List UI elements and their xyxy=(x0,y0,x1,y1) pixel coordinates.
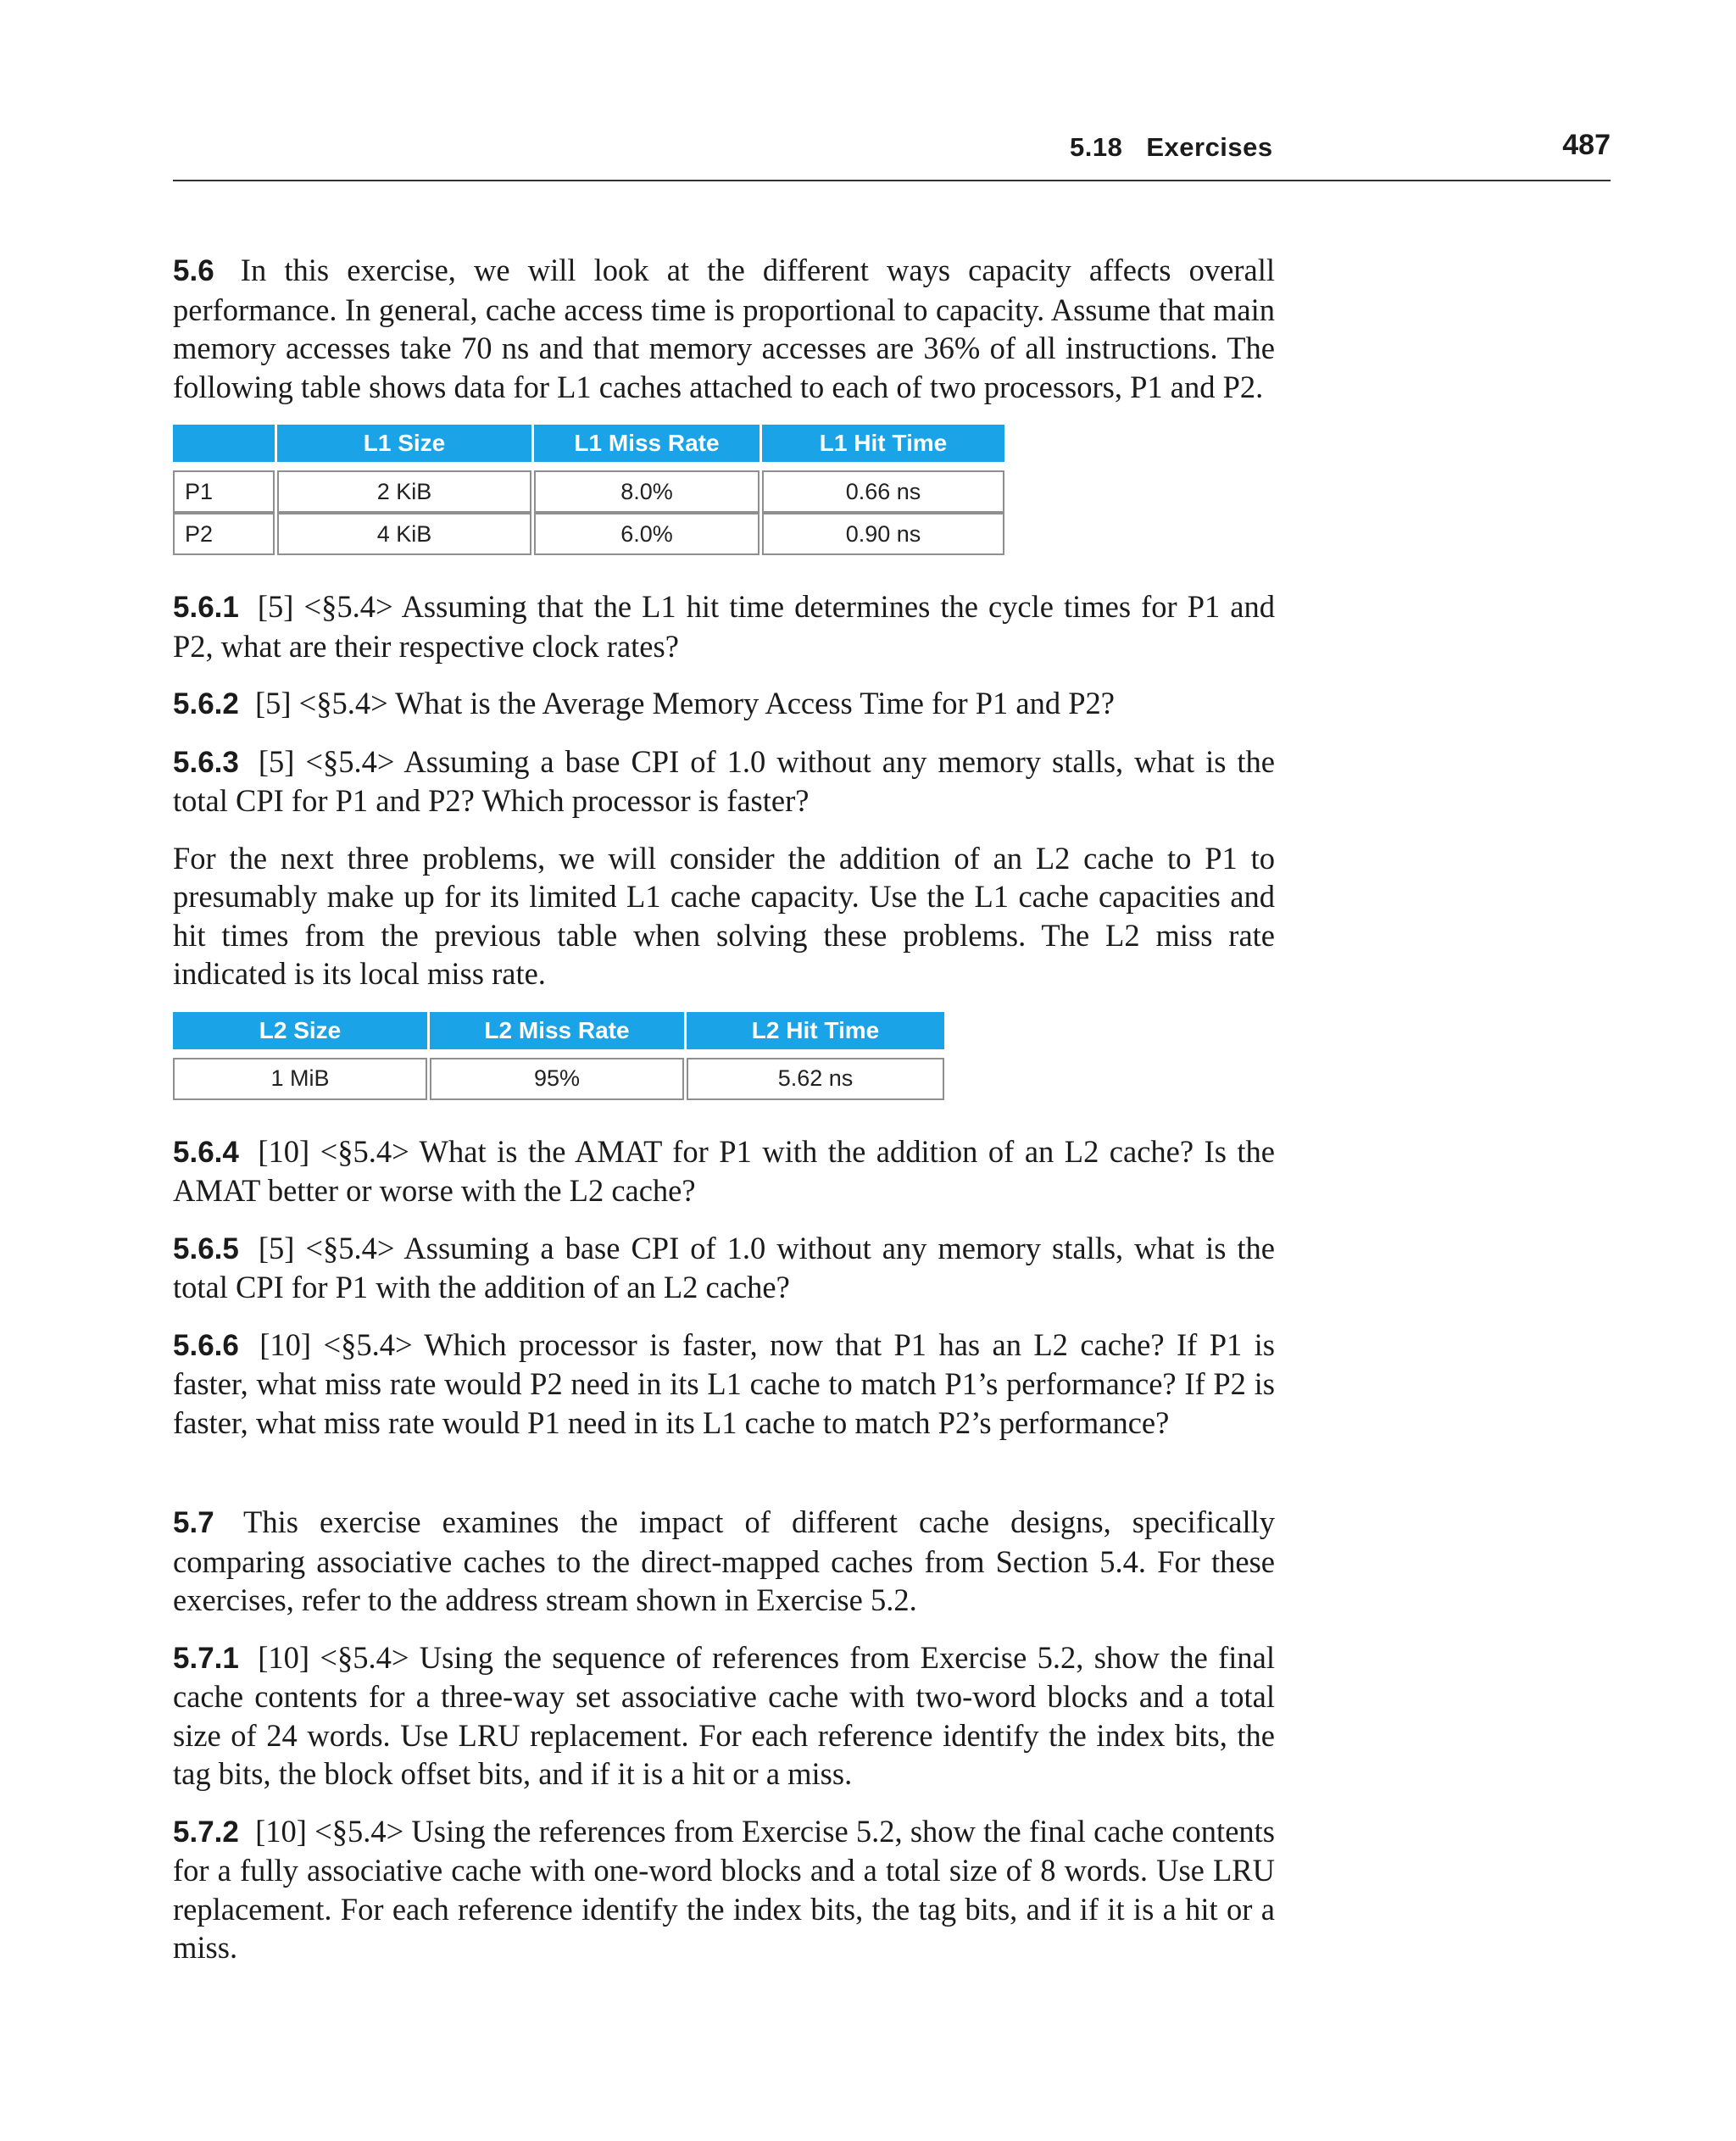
exercise-text: This exercise examines the impact of different cache designs, specifically comparing associative caches to the direct-mapped caches from Section 5.4. For these exercises, refer to the address stream shown in Exercise 5.2. xyxy=(173,1504,1275,1617)
table-cell: 0.66 ns xyxy=(762,470,1004,513)
column-header: L2 Hit Time xyxy=(687,1012,944,1049)
column-header: L1 Miss Rate xyxy=(534,425,760,462)
table-cell: 8.0% xyxy=(534,470,760,513)
table-header-row xyxy=(173,425,1004,462)
table-cell: 5.62 ns xyxy=(687,1058,944,1100)
table-row xyxy=(173,470,1004,513)
l2-cache-table xyxy=(170,1012,947,1100)
column-header: L1 Size xyxy=(277,425,531,462)
running-header xyxy=(173,129,1611,181)
question-number: 5.6.2 xyxy=(173,687,239,720)
question-number: 5.6.6 xyxy=(173,1328,239,1362)
question-5-7-2 xyxy=(173,1812,1275,1967)
question-number: 5.6.5 xyxy=(173,1232,239,1265)
question-5-6-4 xyxy=(173,1132,1275,1210)
question-5-6-1 xyxy=(173,587,1275,665)
question-number: 5.6.4 xyxy=(173,1135,239,1169)
table-cell: P1 xyxy=(173,470,275,513)
table-cell: 2 KiB xyxy=(277,470,531,513)
question-number: 5.7.2 xyxy=(173,1815,239,1849)
exercise-5-6 xyxy=(173,251,1275,406)
question-text: [10] <§5.4> What is the AMAT for P1 with the addition of an L2 cache? Is the AMAT better or worse with the L2 cache? xyxy=(173,1133,1275,1208)
table-row xyxy=(173,1058,944,1100)
exercise-text: In this exercise, we will look at the different ways capacity affects overall performance. In general, cache access time is proportional to capacity. Assume that main memory accesses take 70 ns and that memory accesses are 36% of all instructions. The following table shows data for L1 caches attached to each of two processors, P1 and P2. xyxy=(173,253,1275,404)
question-5-6-6 xyxy=(173,1326,1275,1443)
column-header: L1 Hit Time xyxy=(762,425,1004,462)
page-number: 487 xyxy=(1562,129,1611,161)
question-text: [5] <§5.4> Assuming that the L1 hit time determines the cycle times for P1 and P2, what are their respective clock rates? xyxy=(173,589,1275,664)
question-5-7-1 xyxy=(173,1638,1275,1793)
question-number: 5.6.3 xyxy=(173,745,239,779)
l1-cache-table xyxy=(170,425,1007,555)
table-cell: P2 xyxy=(173,513,275,555)
page-body xyxy=(173,251,1275,1967)
question-5-6-3 xyxy=(173,742,1275,820)
question-text: [5] <§5.4> Assuming a base CPI of 1.0 without any memory stalls, what is the total CPI for P1 with the addition of an L2 cache? xyxy=(173,1230,1276,1304)
table-cell: 4 KiB xyxy=(277,513,531,555)
section-title: Exercises xyxy=(1146,132,1273,162)
table-cell: 0.90 ns xyxy=(762,513,1004,555)
question-number: 5.6.1 xyxy=(173,591,239,624)
question-5-6-5 xyxy=(173,1229,1275,1307)
table-cell: 6.0% xyxy=(534,513,760,555)
question-text: [10] <§5.4> Using the sequence of references from Exercise 5.2, show the final cache contents for a three-way set associative cache with two-word blocks and a total size of 24 words. Use LRU replacement. For each reference identify the index bits, the tag bits, the block offset bits, and if it is a hit or a miss. xyxy=(173,1639,1276,1791)
section-heading xyxy=(1070,132,1273,163)
question-text: [10] <§5.4> Which processor is faster, now that P1 has an L2 cache? If P1 is faster, what miss rate would P2 need in its L1 cache to match P1’s performance? If P2 is faster, what miss rate would P1 need in its L1 cache to match P2’s performance? xyxy=(173,1326,1275,1440)
column-header: L2 Miss Rate xyxy=(430,1012,684,1049)
section-number: 5.18 xyxy=(1070,132,1123,162)
question-text: [10] <§5.4> Using the references from Exercise 5.2, show the final cache contents for a fully associative cache with one-word blocks and a total size of 8 words. Use LRU replacement. For each reference identify the index bits, the tag bits, and if it is a hit or a miss. xyxy=(173,1813,1275,1965)
exercise-number: 5.7 xyxy=(173,1506,214,1539)
exercise-number: 5.6 xyxy=(173,254,214,287)
exercise-5-7 xyxy=(173,1503,1275,1620)
l2-intro-paragraph: For the next three problems, we will consider the addition of an L2 cache to P1 to presumably make up for its limited L1 cache capacity. Use the L1 cache capacities and hit times from the previous table when solving these problems. The L2 miss rate indicated is its local miss rate. xyxy=(173,840,1275,991)
question-5-6-2 xyxy=(173,684,1275,724)
table-row xyxy=(173,513,1004,555)
column-header: L2 Size xyxy=(173,1012,427,1049)
question-text: [5] <§5.4> Assuming a base CPI of 1.0 without any memory stalls, what is the total CPI for P1 and P2? Which processor is faster? xyxy=(173,743,1276,818)
table-cell: 1 MiB xyxy=(173,1058,427,1100)
column-header xyxy=(173,425,275,462)
question-text: [5] <§5.4> What is the Average Memory Access Time for P1 and P2? xyxy=(254,686,1115,720)
table-header-row xyxy=(173,1012,944,1049)
question-number: 5.7.1 xyxy=(173,1641,239,1675)
table-cell: 95% xyxy=(430,1058,684,1100)
